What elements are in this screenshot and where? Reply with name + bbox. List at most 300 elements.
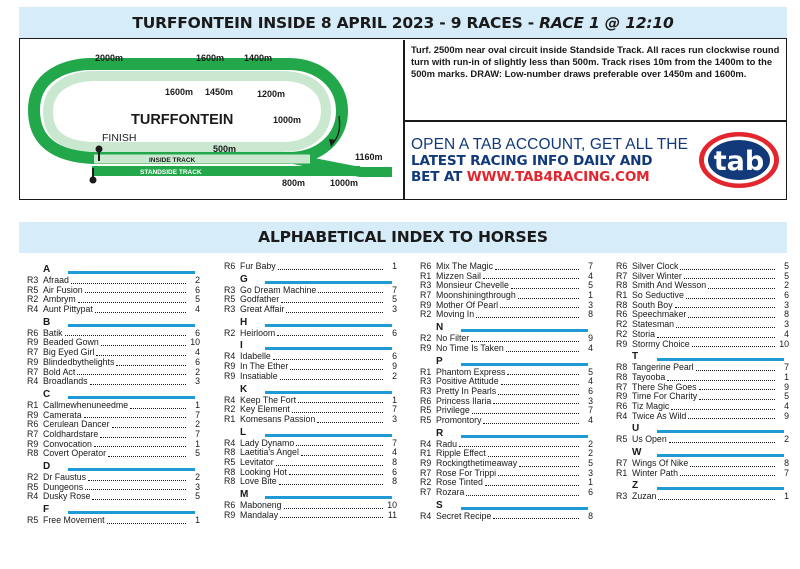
- saddle-number: 4: [588, 376, 593, 387]
- letter-divider: [68, 511, 195, 514]
- race-number: R6: [420, 261, 432, 271]
- horse-entry: [420, 344, 593, 354]
- race-number: R4: [224, 394, 236, 405]
- race-number: R3: [616, 491, 628, 502]
- horse-name: Key Element: [240, 404, 290, 415]
- saddle-number: 7: [784, 362, 789, 373]
- race-number: R2: [420, 333, 432, 344]
- dot-leader: [84, 417, 186, 418]
- dot-leader: [518, 298, 579, 299]
- race-number: R9: [27, 438, 39, 449]
- race-number: R7: [27, 366, 39, 377]
- horse-name: Monsieur Chevelle: [436, 280, 509, 291]
- horse-entry: [420, 512, 593, 522]
- dot-leader: [488, 456, 579, 457]
- inside-track-label: INSIDE TRACK: [149, 157, 196, 164]
- horse-entry: [224, 305, 397, 315]
- track-map: [20, 40, 403, 199]
- horse-name: Free Movement: [43, 515, 105, 526]
- race-number: R5: [27, 284, 39, 295]
- letter-header: [616, 446, 789, 459]
- race-number: R4: [27, 304, 39, 315]
- saddle-number: 6: [588, 487, 593, 498]
- tab-logo-text: tab: [713, 146, 765, 177]
- horse-name: Broadlands: [43, 376, 88, 387]
- saddle-number: 3: [784, 319, 789, 330]
- dot-leader: [498, 394, 579, 395]
- horse-entry: [27, 449, 200, 459]
- horse-name: Covert Operator: [43, 448, 107, 459]
- horse-name: Positive Attitude: [436, 376, 499, 387]
- saddle-number: 5: [588, 458, 593, 468]
- horse-name: Tayooba: [632, 371, 666, 382]
- race-number: R4: [224, 437, 236, 448]
- horse-name: Dr Faustus: [43, 472, 87, 482]
- dot-leader: [116, 365, 186, 366]
- dot-leader: [686, 298, 775, 299]
- horse-name: Air Fusion: [43, 284, 83, 295]
- letter-header: [27, 503, 200, 516]
- saddle-number: 2: [784, 434, 789, 445]
- letter-label: Z: [632, 480, 639, 492]
- letter-header: [27, 263, 200, 276]
- horse-name: Zuzan: [632, 491, 657, 502]
- saddle-number: 2: [195, 472, 200, 482]
- horse-name: Us Open: [632, 434, 667, 445]
- race-number: R1: [27, 399, 39, 410]
- saddle-number: 5: [195, 294, 200, 305]
- saddle-number: 2: [195, 366, 200, 377]
- saddle-number: 2: [588, 438, 593, 449]
- dot-leader: [511, 288, 579, 289]
- dot-leader: [65, 335, 186, 336]
- horse-name: Ambrym: [43, 294, 76, 305]
- letter-header: [616, 479, 789, 492]
- horse-name: Princess Ilaria: [436, 395, 492, 406]
- horse-name: Dungeons: [43, 481, 84, 492]
- race-number: R5: [27, 481, 39, 492]
- dot-leader: [281, 302, 383, 303]
- dot-leader: [289, 474, 383, 475]
- saddle-number: 3: [392, 304, 397, 315]
- horse-name: In The Ether: [240, 361, 289, 372]
- dot-leader: [95, 312, 186, 313]
- letter-label: U: [632, 423, 640, 435]
- race-number: R7: [420, 290, 432, 301]
- horse-name: No Time Is Taken: [436, 342, 504, 353]
- dot-leader: [498, 475, 579, 476]
- race-number: R9: [224, 361, 236, 372]
- letter-label: F: [43, 504, 50, 516]
- letter-divider: [657, 430, 784, 433]
- dot-leader: [657, 337, 775, 338]
- horse-name: Silver Clock: [632, 261, 679, 271]
- dot-leader: [519, 466, 579, 467]
- index-column-1: [27, 262, 200, 526]
- letter-label: M: [240, 489, 249, 500]
- horse-name: Wings Of Nike: [632, 458, 689, 468]
- letter-header: [27, 460, 200, 473]
- horse-name: Rockingthetimeaway: [436, 458, 518, 468]
- horse-entry: [224, 477, 397, 487]
- saddle-number: 9: [392, 361, 397, 372]
- saddle-number: 5: [588, 366, 593, 377]
- letter-divider: [265, 347, 392, 350]
- horse-name: Moving In: [436, 309, 475, 320]
- saddle-number: 7: [392, 404, 397, 415]
- horse-entry: [616, 435, 789, 445]
- dot-leader: [284, 508, 383, 509]
- saddle-number: 9: [588, 333, 593, 344]
- saddle-number: 2: [195, 275, 200, 285]
- horse-entry: [420, 310, 593, 320]
- saddle-number: 7: [392, 284, 397, 295]
- marker-1200m: 1200m: [257, 89, 286, 99]
- saddle-number: 6: [195, 327, 200, 338]
- saddle-number: 10: [779, 338, 789, 349]
- race-number: R6: [616, 261, 628, 271]
- dot-leader: [130, 408, 186, 409]
- saddle-number: 8: [588, 510, 593, 521]
- dot-leader: [667, 380, 775, 381]
- saddle-number: 4: [588, 270, 593, 281]
- horse-entry: [616, 469, 789, 479]
- letter-divider: [265, 391, 392, 394]
- letter-divider: [657, 487, 784, 490]
- horse-name: Love Bite: [240, 476, 277, 487]
- race-number: R9: [224, 509, 236, 520]
- saddle-number: 5: [784, 261, 789, 271]
- race-number: R6: [27, 419, 39, 430]
- dot-leader: [471, 341, 579, 342]
- letter-divider: [68, 324, 195, 327]
- marker-500m: 500m: [213, 144, 237, 154]
- saddle-number: 4: [784, 328, 789, 339]
- letter-divider: [68, 468, 195, 471]
- horse-name: Lady Dynamo: [240, 437, 295, 448]
- saddle-number: 3: [588, 299, 593, 310]
- letter-header: [224, 339, 397, 352]
- horse-entry: [224, 262, 397, 272]
- horse-name: Mizzen Sail: [436, 270, 481, 281]
- track-description: Turf. 2500m near oval circuit inside Standside Track. All races run clockwise round turn with run-in of slightly less than 500m. Track rises 10m from the 1400m to the 500m marks. DRAW: Low-number draws preferable over 1450m and 1600m.: [411, 44, 780, 79]
- horse-name: Convocation: [43, 438, 92, 449]
- horse-name: Beaded Gown: [43, 337, 99, 348]
- horse-name: Storia: [632, 328, 655, 339]
- horse-name: Camerata: [43, 409, 82, 420]
- horse-name: Insatiable: [240, 370, 278, 381]
- dot-leader: [696, 370, 775, 371]
- dot-leader: [493, 518, 579, 519]
- race-number: R6: [616, 400, 628, 411]
- saddle-number: 8: [392, 476, 397, 487]
- letter-header: [27, 316, 200, 329]
- saddle-number: 1: [784, 491, 789, 502]
- dot-leader: [500, 307, 579, 308]
- letter-label: W: [632, 447, 642, 458]
- race-number: R3: [420, 280, 432, 291]
- horse-name: Privilege: [436, 405, 470, 416]
- saddle-number: 7: [588, 405, 593, 416]
- tab-logo-graphic: [697, 129, 781, 191]
- dot-leader: [107, 523, 186, 524]
- race-number: R3: [224, 304, 236, 315]
- horse-name: Coldhardstare: [43, 428, 99, 439]
- saddle-number: 6: [392, 466, 397, 477]
- horse-entry: [420, 416, 593, 426]
- saddle-number: 6: [588, 385, 593, 396]
- horse-name: Laetitia's Angel: [240, 447, 299, 458]
- race-number: R9: [420, 299, 432, 310]
- race-number: R9: [224, 370, 236, 381]
- dot-leader: [301, 455, 383, 456]
- race-number: R3: [224, 284, 236, 295]
- saddle-number: 3: [392, 413, 397, 424]
- horse-name: Speechmaker: [632, 309, 687, 320]
- dot-leader: [286, 312, 383, 313]
- index-column-3: [420, 262, 593, 521]
- letter-label: I: [240, 340, 243, 352]
- saddle-number: 4: [195, 304, 200, 315]
- race-number: R7: [420, 487, 432, 498]
- saddle-number: 6: [784, 290, 789, 301]
- race-number: R3: [420, 376, 432, 387]
- promo-line-1: OPEN A TAB ACCOUNT, GET ALL THE: [411, 136, 689, 153]
- horse-name: Rose For Trippi: [436, 467, 497, 478]
- horse-name: Ripple Effect: [436, 448, 486, 459]
- race-number: R4: [224, 351, 236, 362]
- marker-1450m: 1450m: [205, 87, 234, 97]
- horse-name: Go Dream Machine: [240, 284, 317, 295]
- letter-label: T: [632, 351, 639, 363]
- saddle-number: 9: [784, 381, 789, 392]
- promo-line-2: LATEST RACING INFO DAILY AND: [411, 153, 653, 169]
- dot-leader: [298, 402, 383, 403]
- dot-leader: [317, 422, 383, 423]
- race-number: R7: [27, 347, 39, 358]
- dot-leader: [290, 369, 383, 370]
- saddle-number: 10: [387, 500, 397, 510]
- race-time: RACE 1 @ 12:10: [539, 14, 674, 32]
- saddle-number: 1: [392, 394, 397, 405]
- horse-entry: [224, 511, 397, 521]
- race-number: R7: [27, 428, 39, 439]
- dot-leader: [680, 475, 775, 476]
- dot-leader: [690, 466, 775, 467]
- dot-leader: [100, 437, 186, 438]
- race-number: R2: [224, 404, 236, 415]
- race-number: R9: [27, 356, 39, 367]
- race-number: R8: [616, 362, 628, 373]
- horse-name: Winter Path: [632, 467, 678, 478]
- horse-name: South Boy: [632, 299, 673, 310]
- dot-leader: [699, 399, 775, 400]
- dot-leader: [675, 307, 775, 308]
- letter-header: [616, 422, 789, 435]
- index-column-2: [224, 262, 397, 520]
- dot-leader: [485, 485, 579, 486]
- horse-name: Smith And Wesson: [632, 280, 707, 291]
- letter-header: [420, 427, 593, 440]
- saddle-number: 6: [195, 356, 200, 367]
- venue-label: TURFFONTEIN: [131, 112, 234, 128]
- horse-name: Big Eyed Girl: [43, 347, 95, 358]
- dot-leader: [493, 403, 579, 404]
- race-number: R1: [616, 467, 628, 478]
- letter-divider: [461, 363, 588, 366]
- horse-entry: [616, 340, 789, 350]
- saddle-number: 5: [195, 448, 200, 459]
- dot-leader: [85, 292, 186, 293]
- letter-header: [224, 383, 397, 396]
- promo-url-link[interactable]: WWW.TAB4RACING.COM: [466, 169, 650, 185]
- race-number: R8: [224, 466, 236, 477]
- race-number: R3: [27, 275, 39, 285]
- dot-leader: [692, 346, 775, 347]
- race-number: R2: [224, 327, 236, 338]
- saddle-number: 2: [784, 280, 789, 291]
- race-number: R5: [224, 294, 236, 305]
- race-number: R1: [224, 413, 236, 424]
- saddle-number: 1: [784, 371, 789, 382]
- race-number: R6: [27, 327, 39, 338]
- letter-label: P: [436, 355, 443, 367]
- horse-entry: [616, 492, 789, 502]
- saddle-number: 3: [784, 299, 789, 310]
- horse-name: No Filter: [436, 333, 470, 344]
- marker-1600m-top: 1600m: [196, 53, 225, 63]
- horse-name: Blindedbythelights: [43, 356, 115, 367]
- letter-label: B: [43, 316, 51, 328]
- saddle-number: 5: [784, 391, 789, 402]
- race-number: R7: [616, 270, 628, 281]
- saddle-number: 10: [190, 337, 200, 348]
- marker-1000m-bottom: 1000m: [330, 178, 359, 188]
- letter-label: L: [240, 426, 247, 438]
- letter-header: [420, 321, 593, 334]
- saddle-number: 8: [784, 458, 789, 468]
- horse-entry: [224, 329, 397, 339]
- letter-label: A: [43, 264, 51, 275]
- letter-header: [420, 355, 593, 368]
- dot-leader: [78, 302, 186, 303]
- letter-header: [224, 488, 397, 501]
- letter-divider: [657, 454, 784, 457]
- race-number: R9: [616, 338, 628, 349]
- dot-leader: [506, 351, 579, 352]
- horse-name: Twice As Wild: [632, 410, 687, 421]
- letter-header: [224, 273, 397, 286]
- horse-name: Radu: [436, 438, 458, 449]
- horse-entry: [27, 516, 200, 526]
- horse-name: So Seductive: [632, 290, 684, 301]
- dot-leader: [101, 345, 186, 346]
- race-number: R6: [224, 261, 236, 271]
- saddle-number: 1: [588, 477, 593, 488]
- saddle-number: 3: [195, 481, 200, 492]
- saddle-number: 7: [588, 261, 593, 271]
- letter-divider: [68, 396, 195, 399]
- horse-name: Aunt Pittypat: [43, 304, 93, 315]
- dot-leader: [280, 379, 383, 380]
- race-number: R8: [616, 299, 628, 310]
- horse-entry: [224, 415, 397, 425]
- race-number: R5: [224, 456, 236, 467]
- marker-2000m: 2000m: [95, 53, 124, 63]
- dot-leader: [495, 269, 579, 270]
- horse-entry: [27, 377, 200, 387]
- race-number: R5: [420, 405, 432, 416]
- tab-logo: [697, 129, 781, 191]
- saddle-number: 3: [588, 467, 593, 478]
- race-number: R4: [27, 376, 39, 387]
- letter-divider: [265, 496, 392, 499]
- saddle-number: 5: [195, 491, 200, 502]
- marker-1600m-inner: 1600m: [165, 87, 194, 97]
- saddle-number: 3: [588, 395, 593, 406]
- finish-pole-marker: [96, 146, 103, 153]
- dot-leader: [279, 484, 383, 485]
- race-number: R8: [224, 447, 236, 458]
- dot-leader: [466, 495, 579, 496]
- race-number: R6: [420, 395, 432, 406]
- marker-800m: 800m: [282, 178, 306, 188]
- letter-label: D: [43, 461, 51, 472]
- race-number: R2: [27, 294, 39, 305]
- saddle-number: 8: [392, 456, 397, 467]
- dot-leader: [501, 384, 579, 385]
- dot-leader: [708, 288, 775, 289]
- horse-name: Maboneng: [240, 500, 282, 510]
- dot-leader: [92, 499, 186, 500]
- dot-leader: [77, 374, 186, 375]
- race-number: R2: [616, 319, 628, 330]
- horse-name: Moonshiningthrough: [436, 290, 516, 301]
- race-number: R9: [27, 337, 39, 348]
- letter-label: K: [240, 383, 248, 395]
- horse-name: Mix The Magic: [436, 261, 494, 271]
- saddle-number: 2: [195, 419, 200, 430]
- letter-header: [224, 316, 397, 329]
- index-column-4: [616, 262, 789, 502]
- horse-name: Rozara: [436, 487, 465, 498]
- track-diagram: [20, 40, 403, 199]
- saddle-number: 4: [588, 414, 593, 425]
- horse-name: Secret Recipe: [436, 510, 492, 521]
- dot-leader: [459, 446, 579, 447]
- dot-leader: [688, 317, 775, 318]
- saddle-number: 1: [195, 515, 200, 526]
- race-number: R6: [616, 309, 628, 320]
- race-number: R9: [616, 391, 628, 402]
- dot-leader: [671, 409, 775, 410]
- letter-divider: [461, 329, 588, 332]
- race-number: R1: [420, 366, 432, 377]
- saddle-number: 11: [387, 509, 397, 520]
- horse-name: Silver Winter: [632, 270, 682, 281]
- letter-label: R: [436, 427, 444, 439]
- race-number: R3: [420, 385, 432, 396]
- saddle-number: 3: [195, 376, 200, 387]
- race-title: TURFFONTEIN INSIDE 8 APRIL 2023 - 9 RACES -: [132, 14, 540, 32]
- saddle-number: 1: [195, 399, 200, 410]
- dot-leader: [94, 446, 186, 447]
- race-number: R8: [27, 448, 39, 459]
- race-number: R6: [224, 500, 236, 510]
- dot-leader: [658, 499, 775, 500]
- race-number: R1: [616, 290, 628, 301]
- horse-name: Heirloom: [240, 327, 276, 338]
